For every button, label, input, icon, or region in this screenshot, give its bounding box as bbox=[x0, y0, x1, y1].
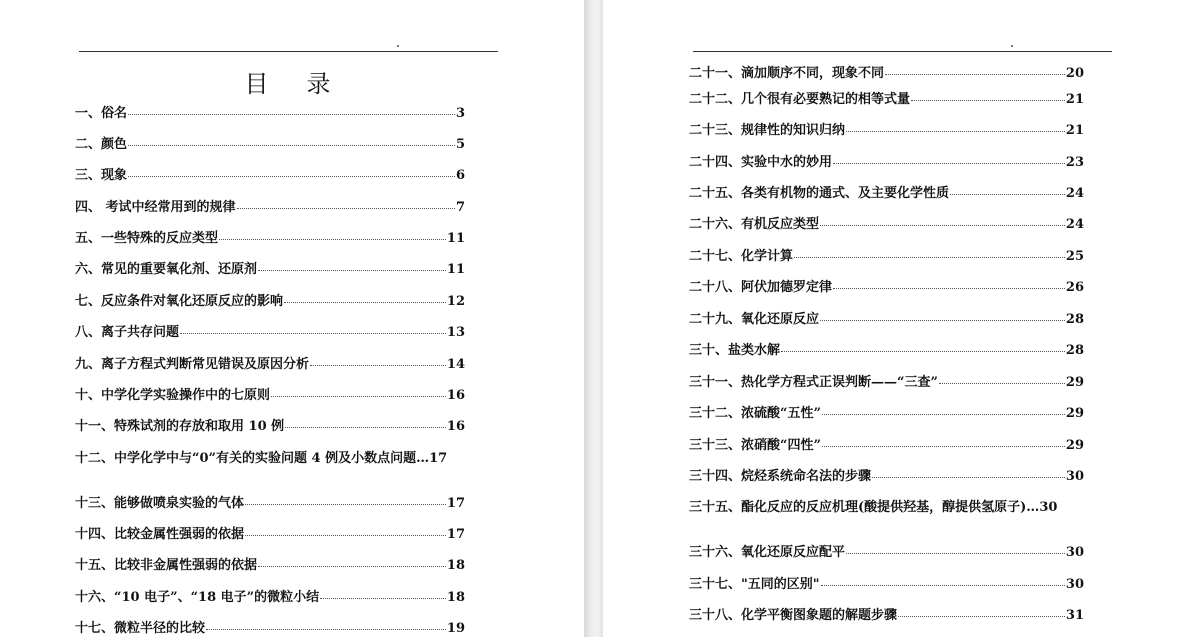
page-gap bbox=[584, 0, 603, 637]
dot-leader bbox=[833, 288, 1065, 289]
toc-entry-label: 三、现象 bbox=[75, 168, 128, 183]
toc-page-number: 16 bbox=[446, 388, 465, 403]
toc-page-number: 19 bbox=[446, 621, 465, 636]
toc-entry-label: 三十八、化学平衡图象题的解题步骤 bbox=[689, 608, 898, 623]
toc-entry[interactable] bbox=[689, 63, 1084, 85]
toc-entry-label: 二十一、滴加顺序不同，现象不同 bbox=[689, 66, 885, 81]
toc-entry-label: 二十二、几个很有必要熟记的相等式量 bbox=[689, 92, 911, 107]
toc-page-number: 25 bbox=[1065, 249, 1084, 264]
toc-page-number: 7 bbox=[455, 200, 465, 215]
dot-leader bbox=[820, 320, 1065, 321]
toc-page-number: 18 bbox=[446, 590, 465, 605]
toc-entry[interactable] bbox=[75, 354, 465, 376]
dot-leader bbox=[258, 270, 446, 271]
toc-entry[interactable] bbox=[689, 372, 1084, 394]
toc-entry[interactable] bbox=[75, 103, 465, 125]
toc-entry[interactable] bbox=[689, 435, 1084, 457]
toc-entry-label: 二十三、规律性的知识归纳 bbox=[689, 123, 846, 138]
toc-entry[interactable] bbox=[689, 152, 1084, 174]
dot-leader bbox=[821, 585, 1065, 586]
toc-entry-label: 十三、能够做喷泉实验的气体 bbox=[75, 496, 245, 511]
toc-page-number: 24 bbox=[1065, 186, 1084, 201]
dot-leader bbox=[820, 225, 1065, 226]
toc-page-number: 17 bbox=[429, 451, 448, 466]
toc-page-number: 30 bbox=[1039, 500, 1058, 515]
dot-leader bbox=[271, 396, 446, 397]
toc-entry-label: 三十四、烷烃系统命名法的步骤 bbox=[689, 469, 872, 484]
toc-entry-label: 九、离子方程式判断常见错误及原因分析 bbox=[75, 357, 310, 372]
dot-leader bbox=[950, 194, 1065, 195]
toc-page-number: 30 bbox=[1065, 469, 1084, 484]
toc-page-number: 29 bbox=[1065, 375, 1084, 390]
toc-entry-label: 二十六、有机反应类型 bbox=[689, 217, 820, 232]
toc-entry-label: 二十九、氧化还原反应 bbox=[689, 312, 820, 327]
toc-entry[interactable] bbox=[689, 497, 1084, 519]
toc-entry[interactable] bbox=[75, 228, 465, 250]
toc-entry-label: 七、反应条件对氧化还原反应的影响 bbox=[75, 294, 284, 309]
dot-leader bbox=[794, 257, 1065, 258]
toc-entry[interactable] bbox=[75, 416, 465, 438]
toc-page-number: 24 bbox=[1065, 217, 1084, 232]
dot-leader bbox=[128, 114, 455, 115]
toc-entry[interactable] bbox=[75, 524, 465, 546]
toc-page-number: 13 bbox=[446, 325, 465, 340]
toc-entry-label: 十二、中学化学中与“0”有关的实验问题 4 例及小数点问题… bbox=[75, 451, 430, 466]
toc-entry[interactable] bbox=[75, 197, 465, 219]
toc-page-number: 17 bbox=[446, 496, 465, 511]
toc-entry[interactable] bbox=[689, 120, 1084, 142]
toc-entry[interactable] bbox=[75, 291, 465, 313]
toc-entry[interactable] bbox=[75, 555, 465, 577]
toc-entry-label: 十四、比较金属性强弱的依据 bbox=[75, 527, 245, 542]
toc-entry-label: 六、常见的重要氧化剂、还原剂 bbox=[75, 262, 258, 277]
toc-entry[interactable] bbox=[75, 493, 465, 515]
toc-entry[interactable] bbox=[689, 214, 1084, 236]
dot-leader bbox=[128, 145, 455, 146]
toc-entry[interactable] bbox=[75, 322, 465, 344]
toc-entry[interactable] bbox=[689, 246, 1084, 268]
toc-entry[interactable] bbox=[75, 385, 465, 407]
header-rule bbox=[693, 51, 1112, 52]
toc-entry-label: 二、颜色 bbox=[75, 137, 128, 152]
dot-leader bbox=[885, 74, 1065, 75]
toc-page-number: 11 bbox=[446, 231, 465, 246]
dot-leader bbox=[846, 131, 1065, 132]
toc-entry-label: 二十八、阿伏加德罗定律 bbox=[689, 280, 833, 295]
toc-entry-label: 一、俗名 bbox=[75, 106, 128, 121]
toc-page-number: 3 bbox=[455, 106, 465, 121]
toc-entry[interactable] bbox=[75, 448, 465, 470]
toc-page-number: 21 bbox=[1065, 123, 1084, 138]
dot-leader bbox=[180, 333, 446, 334]
dot-leader bbox=[939, 383, 1065, 384]
toc-entry[interactable] bbox=[689, 542, 1084, 564]
toc-entry[interactable] bbox=[689, 403, 1084, 425]
toc-entry-label: 十七、微粒半径的比较 bbox=[75, 621, 206, 636]
dot-leader bbox=[898, 616, 1065, 617]
toc-entry[interactable] bbox=[689, 574, 1084, 596]
toc-page-number: 30 bbox=[1065, 577, 1084, 592]
toc-entry[interactable] bbox=[689, 277, 1084, 299]
dot-leader bbox=[285, 427, 446, 428]
toc-entry[interactable] bbox=[689, 605, 1084, 627]
dot-leader bbox=[846, 553, 1065, 554]
toc-entry-label: 十六、“10 电子”、“18 电子”的微粒小结 bbox=[75, 590, 320, 605]
title-char: 目 bbox=[244, 70, 271, 98]
toc-entry-label: 三十二、浓硫酸“五性” bbox=[689, 406, 821, 421]
left-page bbox=[0, 0, 584, 637]
toc-page-number: 12 bbox=[446, 294, 465, 309]
toc-page-number: 30 bbox=[1065, 545, 1084, 560]
toc-entry-label: 三十一、热化学方程式正误判断——“三查” bbox=[689, 375, 938, 390]
page-title bbox=[79, 64, 498, 99]
dot-leader bbox=[237, 208, 455, 209]
toc-entry-label: 二十四、实验中水的妙用 bbox=[689, 155, 833, 170]
dot-leader bbox=[206, 629, 446, 630]
toc-entry-label: 十、中学化学实验操作中的七原则 bbox=[75, 388, 271, 403]
toc-page-number: 20 bbox=[1065, 66, 1084, 81]
toc-entry-label: 三十、盐类水解 bbox=[689, 343, 781, 358]
toc-page-number: 28 bbox=[1065, 312, 1084, 327]
toc-entry[interactable] bbox=[689, 309, 1084, 331]
toc-page-number: 5 bbox=[455, 137, 465, 152]
toc-page-number: 31 bbox=[1065, 608, 1084, 623]
toc-entry-label: 三十三、浓硝酸“四性” bbox=[689, 438, 821, 453]
toc-entry-label: 三十七、"五同的区别" bbox=[689, 577, 820, 592]
toc-entry[interactable] bbox=[75, 259, 465, 281]
header-mark bbox=[1011, 45, 1013, 47]
dot-leader bbox=[320, 598, 446, 599]
toc-entry-label: 十一、特殊试剂的存放和取用 10 例 bbox=[75, 419, 285, 434]
dot-leader bbox=[911, 100, 1065, 101]
toc-page-number: 26 bbox=[1065, 280, 1084, 295]
toc-page-number: 21 bbox=[1065, 92, 1084, 107]
dot-leader bbox=[245, 504, 446, 505]
dot-leader bbox=[310, 365, 446, 366]
toc-page-number: 29 bbox=[1065, 406, 1084, 421]
toc-entry[interactable] bbox=[689, 183, 1084, 205]
dot-leader bbox=[245, 535, 446, 536]
toc-page-number: 28 bbox=[1065, 343, 1084, 358]
toc-entry[interactable] bbox=[689, 89, 1084, 111]
toc-entry-label: 三十六、氧化还原反应配平 bbox=[689, 545, 846, 560]
header-rule bbox=[79, 51, 498, 52]
toc-entry[interactable] bbox=[75, 165, 465, 187]
dot-leader bbox=[833, 163, 1065, 164]
toc-page-number: 6 bbox=[455, 168, 465, 183]
toc-page-number: 14 bbox=[446, 357, 465, 372]
header-mark bbox=[397, 45, 399, 47]
toc-page-number: 29 bbox=[1065, 438, 1084, 453]
dot-leader bbox=[284, 302, 446, 303]
toc-page-number: 17 bbox=[446, 527, 465, 542]
dot-leader bbox=[872, 477, 1065, 478]
dot-leader bbox=[822, 414, 1065, 415]
toc-page-number: 18 bbox=[446, 558, 465, 573]
dot-leader bbox=[781, 351, 1065, 352]
toc-entry[interactable] bbox=[689, 340, 1084, 362]
toc-entry-label: 二十五、各类有机物的通式、及主要化学性质 bbox=[689, 186, 950, 201]
toc-entry[interactable] bbox=[75, 134, 465, 156]
dot-leader bbox=[258, 566, 446, 567]
title-char: 录 bbox=[306, 70, 333, 98]
dot-leader bbox=[219, 239, 446, 240]
toc-page-number: 16 bbox=[446, 419, 465, 434]
toc-entry-label: 十五、比较非金属性强弱的依据 bbox=[75, 558, 258, 573]
dot-leader bbox=[128, 176, 455, 177]
toc-entry[interactable] bbox=[75, 587, 465, 609]
dot-leader bbox=[822, 446, 1065, 447]
toc-page-number: 23 bbox=[1065, 155, 1084, 170]
toc-page-number: 11 bbox=[446, 262, 465, 277]
right-page bbox=[603, 0, 1190, 637]
toc-entry-label: 八、离子共存问题 bbox=[75, 325, 180, 340]
toc-entry-label: 三十五、酯化反应的反应机理(酸提供羟基，醇提供氢原子)… bbox=[689, 500, 1040, 515]
toc-entry-label: 四、 考试中经常用到的规律 bbox=[75, 200, 236, 215]
toc-entry[interactable] bbox=[689, 466, 1084, 488]
toc-entry-label: 五、一些特殊的反应类型 bbox=[75, 231, 219, 246]
toc-entry-label: 二十七、化学计算 bbox=[689, 249, 794, 264]
